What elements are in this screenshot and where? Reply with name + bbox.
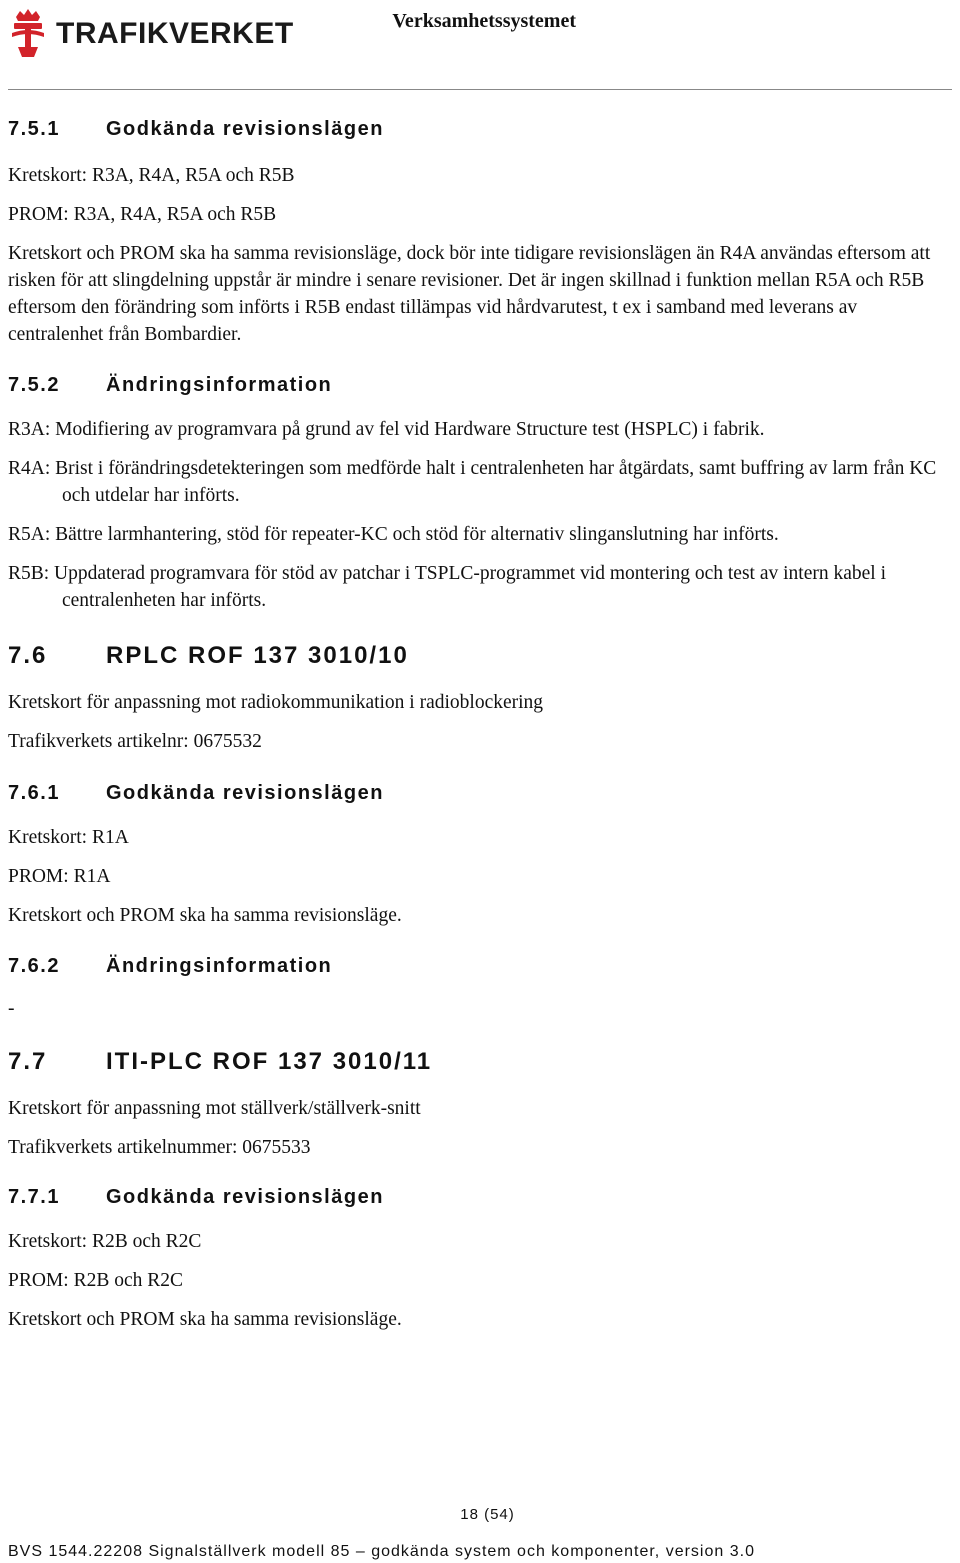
section-title: Godkända revisionslägen bbox=[106, 118, 384, 140]
prom-line: PROM: R2B och R2C bbox=[8, 1270, 183, 1291]
kretskort-line: Kretskort: R1A bbox=[8, 827, 129, 848]
section-title: ITI-PLC ROF 137 3010/11 bbox=[106, 1048, 433, 1075]
section-title: Godkända revisionslägen bbox=[106, 782, 384, 804]
kretskort-line: Kretskort: R2B och R2C bbox=[8, 1231, 202, 1252]
heading-7-7-1 bbox=[8, 1186, 956, 1209]
revision-paragraph bbox=[8, 240, 956, 348]
article-number: Trafikverkets artikelnr: 0675532 bbox=[8, 731, 262, 752]
system-title: Verksamhetssystemet bbox=[392, 10, 576, 32]
header-divider bbox=[8, 89, 952, 90]
page-number: 18 (54) bbox=[460, 1506, 515, 1523]
section-title: Godkända revisionslägen bbox=[106, 1186, 384, 1208]
section-number: 7.7 bbox=[8, 1048, 48, 1075]
revision-note: Kretskort och PROM ska ha samma revisionsläge. bbox=[8, 905, 402, 926]
heading-7-7 bbox=[8, 1048, 956, 1076]
section-title: Ändringsinformation bbox=[106, 955, 333, 977]
heading-7-6 bbox=[8, 642, 956, 670]
change-item-r4a: R4A: Brist i förändringsdetekteringen som medförde halt i centralenheten har åtgärdats, samt buffring av larm från KC och utdelar har införts. bbox=[8, 458, 937, 506]
section-number: 7.6.1 bbox=[8, 782, 60, 804]
change-item-r5b: R5B: Uppdaterad programvara för stöd av patchar i TSPLC-programmet vid montering och test av intern kabel i centralenheten har införts. bbox=[8, 563, 886, 611]
change-item-r3a: R3A: Modifiering av programvara på grund av fel vid Hardware Structure test (HSPLC) i fabrik. bbox=[8, 419, 765, 440]
section-title: Ändringsinformation bbox=[106, 374, 333, 396]
revision-note: Kretskort och PROM ska ha samma revisionsläge, dock bör inte tidigare revisionslägen än R4A användas eftersom att risken för att slingdelning uppstår är mindre i senare revisioner. bbox=[8, 243, 931, 291]
change-item-r5a: R5A: Bättre larmhantering, stöd för repeater-KC och stöd för alternativ slinganslutning har införts. bbox=[8, 524, 779, 545]
prom-line: PROM: R1A bbox=[8, 866, 111, 887]
heading-7-5-2 bbox=[8, 374, 956, 397]
heading-7-6-2 bbox=[8, 955, 956, 978]
crown-shield-icon bbox=[8, 7, 48, 61]
section-number: 7.6 bbox=[8, 642, 48, 669]
document-body bbox=[8, 118, 956, 1333]
section-number: 7.6.2 bbox=[8, 955, 60, 977]
board-description: Kretskort för anpassning mot ställverk/ställverk-snitt bbox=[8, 1098, 421, 1119]
section-number: 7.5.2 bbox=[8, 374, 60, 396]
board-description: Kretskort för anpassning mot radiokommunikation i radioblockering bbox=[8, 692, 544, 713]
revision-difference-note: Det är ingen skillnad i funktion mellan R5A och R5B eftersom den förändring som införts i R5B endast tillämpas vid hårdvarutest, t ex i samband med leverans av centralenhet från Bombardier. bbox=[8, 270, 925, 345]
section-number: 7.7.1 bbox=[8, 1186, 60, 1208]
revision-note: Kretskort och PROM ska ha samma revisionsläge. bbox=[8, 1309, 402, 1330]
document-reference: BVS 1544.22208 Signalställverk modell 85 – godkända system och komponenter, version 3.0 bbox=[8, 1543, 755, 1560]
section-number: 7.5.1 bbox=[8, 118, 60, 140]
kretskort-line: Kretskort: R3A, R4A, R5A och R5B bbox=[8, 165, 295, 186]
logo-wordmark: TRAFIKVERKET bbox=[56, 17, 294, 50]
section-title: RPLC ROF 137 3010/10 bbox=[106, 642, 409, 669]
heading-7-5-1 bbox=[8, 118, 956, 141]
heading-7-6-1 bbox=[8, 782, 956, 805]
trafikverket-logo bbox=[8, 6, 294, 62]
article-number: Trafikverkets artikelnummer: 0675533 bbox=[8, 1137, 311, 1158]
change-info-empty: - bbox=[8, 998, 15, 1019]
prom-line: PROM: R3A, R4A, R5A och R5B bbox=[8, 204, 277, 225]
